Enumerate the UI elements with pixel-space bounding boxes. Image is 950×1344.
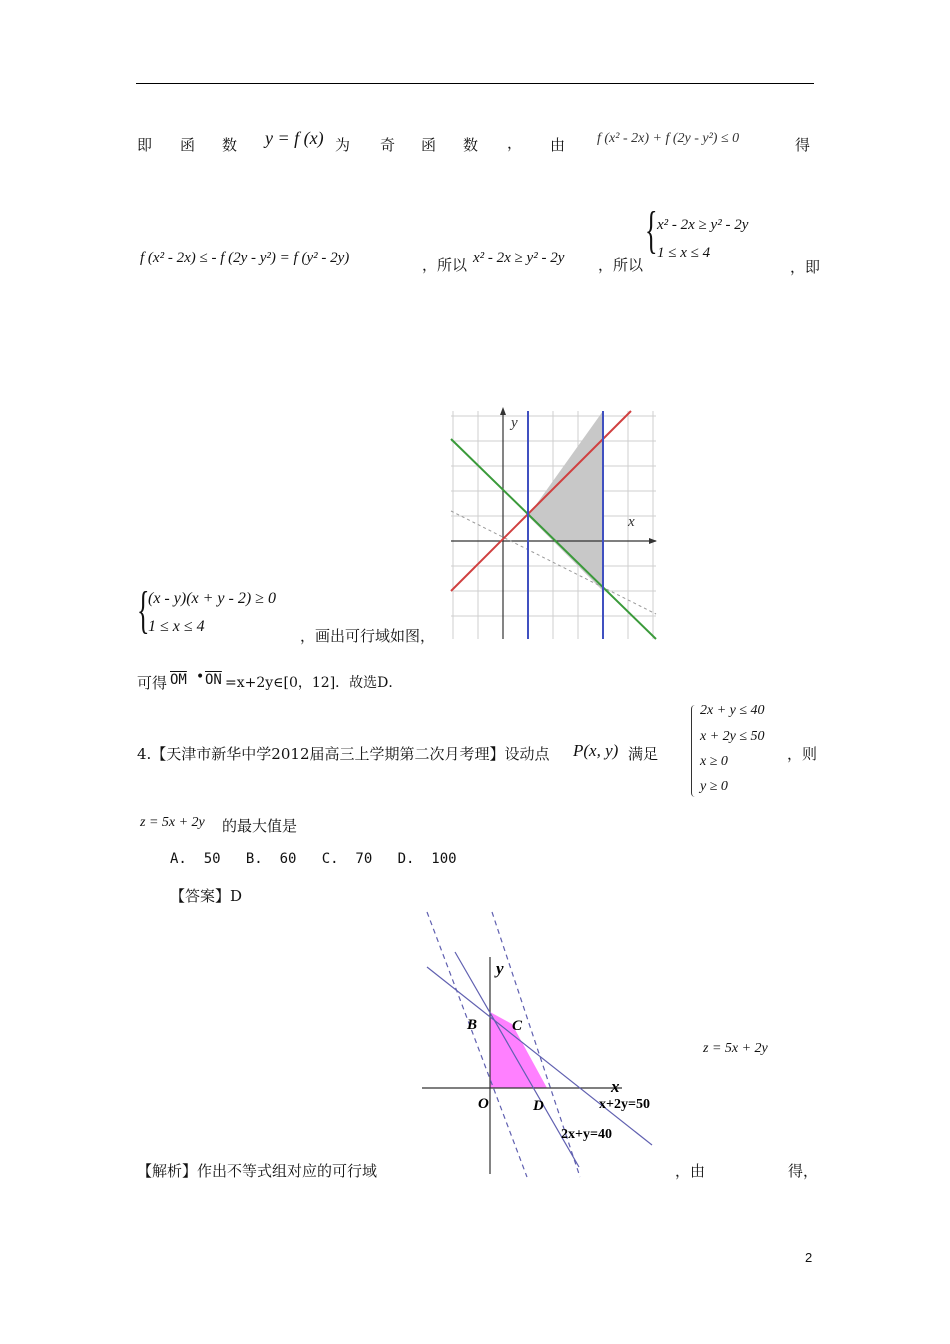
point-B: B [467, 1017, 478, 1033]
constraint-brace [691, 705, 696, 797]
text-de: 得 [795, 136, 811, 154]
system2-line-2: 1 ≤ x ≤ 4 [148, 618, 205, 635]
text-kede: 可得 [137, 674, 168, 692]
label-2x-plus-y-40: 2x+y=40 [561, 1127, 612, 1142]
text-han: 函 [180, 136, 196, 154]
text-qi: 奇 [380, 136, 396, 154]
analysis-lead: 【解析】作出不等式组对应的可行域 [137, 1162, 378, 1180]
answer-label: 【答案】D [170, 887, 243, 905]
formula-condition: f (x² - 2x) + f (2y - y²) ≤ 0 [597, 131, 740, 146]
point-p: P(x, y) [573, 741, 619, 760]
text-suoyi2: ，所以 [598, 256, 644, 274]
analysis-de: 得， [788, 1162, 819, 1180]
header-rule [136, 83, 814, 84]
shaded-region [528, 411, 603, 591]
constraint-2: x + 2y ≤ 50 [700, 729, 765, 744]
objective-z: z = 5x + 2y [140, 815, 205, 830]
x-axis-label: x [628, 514, 635, 530]
analysis-you: ，由 [675, 1162, 706, 1180]
constraint-4: y ≥ 0 [700, 779, 728, 794]
system-line-2: 1 ≤ x ≤ 4 [657, 245, 711, 261]
vector-on: $\overline{ON}$ [205, 672, 222, 688]
text-ji2: ，即 [790, 258, 821, 276]
y-axis-arrow [500, 407, 506, 415]
text-shu: 数 [222, 136, 238, 154]
objective-z-side: z = 5x + 2y [703, 1041, 768, 1056]
system-line-1: x² - 2x ≥ y² - 2y [657, 217, 749, 233]
text-max-value: 的最大值是 [222, 817, 298, 835]
y-label-2: y [496, 959, 504, 978]
text-manzu: 满足 [628, 745, 659, 763]
dot-operator: • [196, 669, 205, 685]
answer-options: A. 50 B. 60 C. 70 D. 100 [170, 851, 457, 867]
system2-line-1: (x - y)(x + y - 2) ≥ 0 [148, 590, 276, 607]
line-x-plus-2y-50 [427, 967, 652, 1145]
text-comma: ， [507, 134, 523, 152]
text-ji: 即 [137, 136, 153, 154]
text-suoyi: ，所以 [422, 256, 468, 274]
page-number: 2 [805, 1250, 813, 1265]
constraint-1: 2x + y ≤ 40 [700, 703, 765, 718]
formula-expr: f (x² - 2x) ≤ - f (2y - y²) = f (y² - 2y) [140, 250, 350, 266]
y-axis-label: y [511, 415, 518, 431]
formula-ineq: x² - 2x ≥ y² - 2y [473, 250, 565, 266]
text-wei: 为 [335, 136, 351, 154]
text-you: 由 [550, 136, 566, 154]
vector-om: $\overline{OM}$ [170, 672, 187, 688]
question-4-head: 4.【天津市新华中学2012届高三上学期第二次月考理】设动点 [137, 745, 550, 763]
text-han2: 函 [421, 136, 437, 154]
text-ze: ，则 [787, 745, 818, 763]
feasible-region-graph-1 [451, 411, 656, 639]
point-C: C [512, 1018, 523, 1034]
label-x-plus-2y-50: x+2y=50 [599, 1097, 650, 1112]
constraint-3: x ≥ 0 [700, 754, 728, 769]
formula-y-fx: y = f (x) [265, 128, 324, 148]
point-D: D [533, 1098, 544, 1114]
system-brace: { [645, 202, 658, 259]
feasible-region-graph-2 [422, 912, 672, 1177]
text-draw-region: ，画出可行域如图， [300, 627, 436, 645]
x-label-2: x [611, 1077, 620, 1096]
system2-brace: { [137, 582, 150, 639]
text-result: =x+2y∈[0，12]．故选D． [225, 675, 403, 691]
text-shu2: 数 [463, 136, 479, 154]
point-O: O [478, 1096, 489, 1112]
